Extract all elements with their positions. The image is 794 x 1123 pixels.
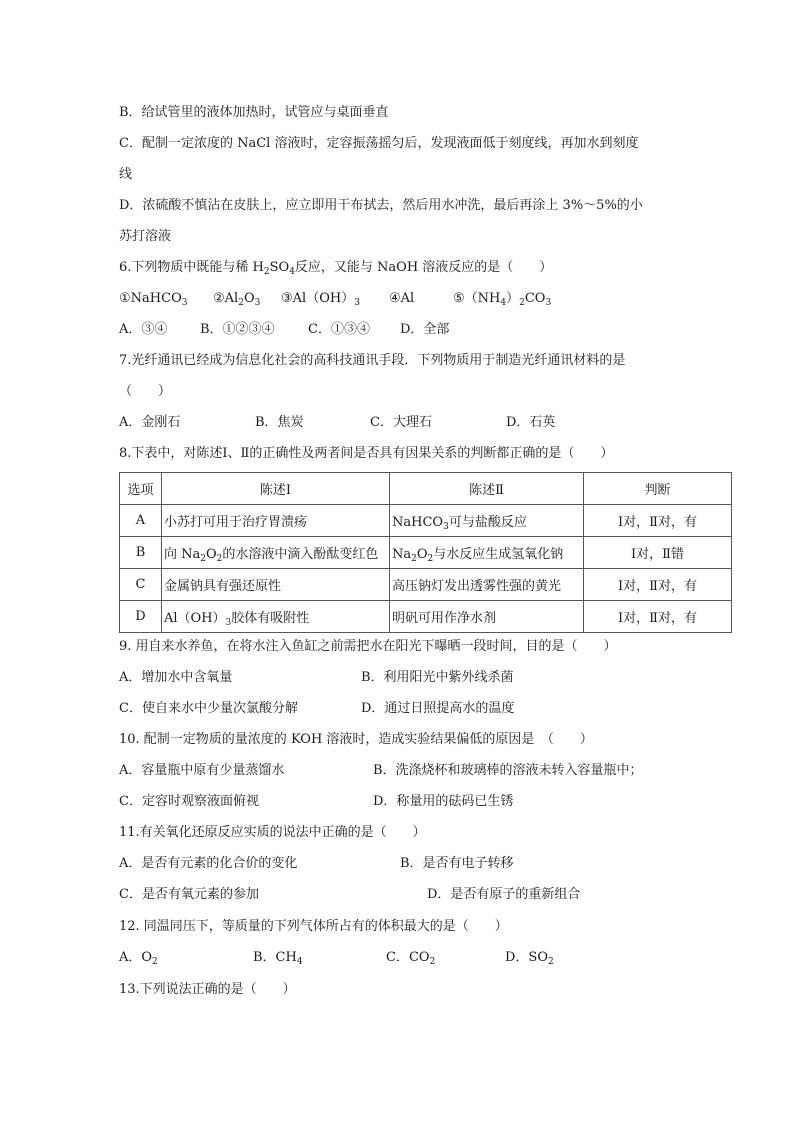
q12-stem: 12. 同温同压下，等质量的下列气体所占有的体积最大的是（ ）	[119, 919, 508, 934]
q10-option-c: C．定容时观察液面俯视	[119, 794, 259, 809]
q8-row-c-judgement: Ⅰ对，Ⅱ对，有	[584, 569, 732, 601]
q6-item-5: $⑤(NH_4)_2CO_3$	[453, 291, 552, 308]
q5-option-c: C．配制一定浓度的 NaCl 溶液时，定容振荡摇匀后，发现液面低于刻度线，再加水到刻度	[119, 136, 639, 151]
q8-row-d-judgement: Ⅰ对，Ⅱ对，有	[584, 601, 732, 633]
q8-header-judgement: 判断	[584, 473, 732, 505]
q12-option-d: D．$SO_2$	[505, 950, 554, 967]
q13-stem: 13.下列说法正确的是（ ）	[119, 982, 296, 997]
q8-row-d-statement-1: $Al(OH)_3$胶体有吸附性	[162, 601, 390, 633]
q7-answer-paren: （ ）	[119, 384, 172, 399]
q5-option-b: B．给试管里的液体加热时，试管应与桌面垂直	[119, 105, 389, 120]
q8-row-b-judgement: Ⅰ对，Ⅱ错	[584, 537, 732, 569]
q8-table	[119, 472, 732, 633]
q6-item-4: ④Al	[389, 291, 415, 306]
q9-option-b: B．利用阳光中紫外线杀菌	[361, 670, 514, 685]
q11-option-a: A．是否有元素的化合价的变化	[119, 856, 298, 871]
q8-row-c-statement-2: 高压钠灯发出透雾性强的黄光	[390, 569, 584, 601]
q8-row-d-statement-2: 明矾可用作净水剂	[390, 601, 584, 633]
q8-row-d-option: D	[120, 601, 162, 633]
q8-row-b-option: B	[120, 537, 162, 569]
q8-table-header-row	[120, 473, 732, 505]
q11-option-d: D．是否有原子的重新组合	[427, 887, 581, 902]
q10-option-a: A．容量瓶中原有少量蒸馏水	[119, 763, 285, 778]
q9-option-d: D．通过日照提高水的温度	[361, 701, 515, 716]
q7-option-a: A．金刚石	[119, 415, 181, 430]
q8-stem: 8.下表中，对陈述Ⅰ、Ⅱ的正确性及两者间是否具有因果关系的判断都正确的是（ ）	[119, 446, 614, 461]
q6-option-a: A．③④	[119, 322, 168, 337]
table-row	[120, 601, 732, 633]
q8-header-option: 选项	[120, 473, 162, 505]
q9-stem: 9. 用自来水养鱼，在将水注入鱼缸之前需把水在阳光下曝晒一段时间，目的是（ ）	[119, 639, 617, 654]
q7-stem: 7.光纤通讯已经成为信息化社会的高科技通讯手段．下列物质用于制造光纤通讯材料的是	[119, 353, 626, 368]
table-row	[120, 505, 732, 537]
q8-row-b-statement-2: $Na_2O_2$与水反应生成氢氧化钠	[390, 537, 584, 569]
q12-option-b: B．$CH_4$	[253, 950, 303, 967]
q11-option-b: B．是否有电子转移	[400, 856, 514, 871]
table-row	[120, 537, 732, 569]
q8-row-b-statement-1: 向 $Na_2O_2$的水溶液中滴入酚酞变红色	[162, 537, 390, 569]
q10-option-b: B．洗涤烧杯和玻璃棒的溶液未转入容量瓶中；	[373, 763, 643, 778]
q5-option-d-continued: 苏打溶液	[119, 229, 172, 244]
q12-option-a: A．$O_2$	[119, 950, 158, 967]
q8-row-a-option: A	[120, 505, 162, 537]
q8-row-a-statement-1: 小苏打可用于治疗胃溃疡	[162, 505, 390, 537]
q6-item-3: $③Al(OH)_3$	[281, 291, 360, 308]
q6-item-1: ①NaHCO$_3$	[119, 291, 188, 308]
q11-option-c: C．是否有氧元素的参加	[119, 887, 259, 902]
q6-item-2: $②Al_2O_3$	[213, 291, 261, 308]
q7-option-d: D．石英	[506, 415, 556, 430]
q10-option-d: D．称量用的砝码已生锈	[373, 794, 514, 809]
q8-header-statement-1: 陈述Ⅰ	[162, 473, 390, 505]
q8-row-a-statement-2: NaHCO$_3$可与盐酸反应	[390, 505, 584, 537]
q7-option-b: B．焦炭	[255, 415, 304, 430]
q12-option-c: C．$CO_2$	[386, 950, 436, 967]
q8-header-statement-2: 陈述Ⅱ	[390, 473, 584, 505]
q6-stem: 6.下列物质中既能与稀 $H_2SO_4$反应，又能与 NaOH 溶液反应的是（ ）	[119, 260, 553, 277]
q6-option-d: D．全部	[400, 322, 450, 337]
q9-option-a: A．增加水中含氧量	[119, 670, 233, 685]
q9-option-c: C．使自来水中少量次氯酸分解	[119, 701, 298, 716]
q8-row-c-option: C	[120, 569, 162, 601]
q10-stem: 10. 配制一定物质的量浓度的 KOH 溶液时，造成实验结果偏低的原因是 （ ）	[119, 732, 593, 747]
q6-option-c: C．①③④	[308, 322, 370, 337]
q6-option-b: B．①②③④	[200, 322, 275, 337]
q5-option-d: D．浓硫酸不慎沾在皮肤上，应立即用干布拭去，然后用水冲洗，最后再涂上 3%～5%的小	[119, 198, 643, 213]
q7-option-c: C．大理石	[370, 415, 432, 430]
q11-stem: 11.有关氧化还原反应实质的说法中正确的是（ ）	[119, 825, 426, 840]
q8-row-a-judgement: Ⅰ对，Ⅱ对，有	[584, 505, 732, 537]
q5-option-c-continued: 线	[119, 167, 133, 182]
table-row	[120, 569, 732, 601]
q8-row-c-statement-1: 金属钠具有强还原性	[162, 569, 390, 601]
